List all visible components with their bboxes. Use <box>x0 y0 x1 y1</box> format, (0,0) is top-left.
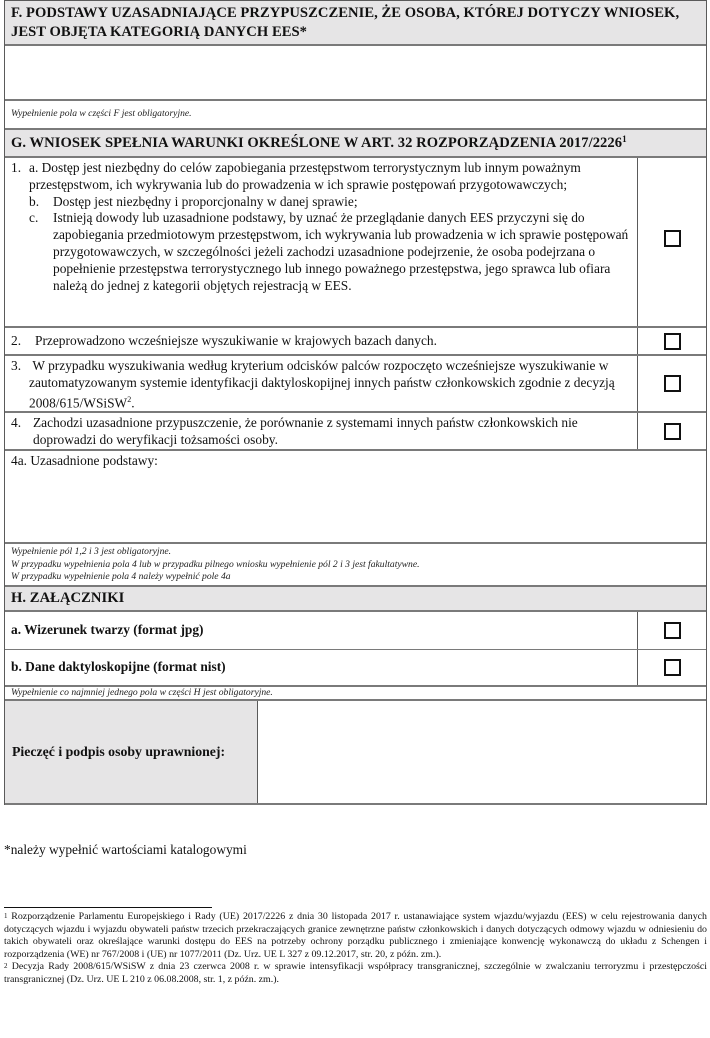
attachment-a-label-cell <box>5 612 638 649</box>
section-f-input-area[interactable] <box>5 46 706 101</box>
item-4a-label: 4a. Uzasadnione podstawy: <box>11 453 158 468</box>
signature-row <box>5 701 706 805</box>
footnote-ref-1[interactable]: 1 <box>622 134 627 144</box>
section-h-item-b <box>5 650 706 687</box>
section-g-note-3: W przypadku wypełnienie pola 4 należy wypełnić pole 4a <box>11 571 231 582</box>
signature-area[interactable] <box>258 701 706 803</box>
footnote-1 <box>4 911 707 961</box>
item-1-c-text: Istnieją dowody lub uzasadnione podstawy, by uznać że przeglądanie danych EES przyczyni się do zapobiegania przedmiotowym przestępstwom, ich wykrywania lub prowadzenia w ich sprawie postępowań przygotowawczych, w szczególności jeżeli zachodzi uzasadnione podejrzenie, że osoba podejrzana o popełnienie przestępstwa terrorystycznego lub innego poważnego przestępstwa, jego sprawca lub ofiara należą do jednej z kategorii objętych rejestracją w EES. <box>53 210 629 293</box>
footnote-2 <box>4 961 707 986</box>
item-3-checkbox[interactable] <box>664 375 681 392</box>
item-4-number: 4. <box>11 415 22 430</box>
signature-label: Pieczęć i podpis osoby uprawnionej: <box>12 743 226 759</box>
item-1-b <box>29 194 631 211</box>
item-1-b-text: Dostęp jest niezbędny i proporcjonalny w danej sprawie; <box>53 193 358 209</box>
section-g-item-2 <box>5 328 706 356</box>
item-1-checkbox-cell <box>638 158 706 326</box>
attachment-b-label: b. Dane daktyloskopijne (format nist) <box>11 658 226 674</box>
footnotes <box>4 911 707 987</box>
item-1-number: 1. <box>11 160 22 175</box>
item-4-text: Zachodzi uzasadnione przypuszczenie, że porównanie z systemami innych państw członkowskich nie doprowadzi do weryfikacji tożsamości osoby. <box>33 415 578 447</box>
section-h-header <box>5 587 706 612</box>
item-4-checkbox[interactable] <box>664 423 681 440</box>
signature-label-cell <box>5 701 258 803</box>
section-g-item-3 <box>5 356 706 413</box>
section-h-note-text: Wypełnienie co najmniej jednego pola w części H jest obligatoryjne. <box>11 686 273 698</box>
section-g-item-4 <box>5 413 706 451</box>
section-f-title-line1: F. PODSTAWY UZASADNIAJĄCE PRZYPUSZCZENIE, ŻE OSOBA, KTÓREJ DOTYCZY WNIOSEK, <box>11 5 680 21</box>
footnote-1-text: Rozporządzenie Parlamentu Europejskiego i Rady (UE) 2017/2226 z dnia 30 listopada 2017 r. ustanawiające system wjazdu/wyjazdu (EES) w celu rejestrowania danych dotyczących wjazdu i wyjazdu obywateli państw trzecich przekraczających granice zewnętrzne państw członkowskich i danych dotyczących odmowy wjazdu w odniesieniu do takich obywateli oraz określające warunki dostępu do EES na potrzeby ochrony porządku publicznego i zmieniające konwencję wykonawczą do układu z Schengen i rozporządzenia (WE) nr 767/2008 i (UE) nr 1077/2011 (Dz. Urz. UE L 327 z 09.12.2017, str. 20, z późn. zm.). <box>4 911 707 960</box>
section-f-title-line2: JEST OBJĘTA KATEGORIĄ DANYCH EES* <box>11 24 308 40</box>
section-h-note <box>5 687 706 701</box>
attachment-b-checkbox-cell <box>638 650 706 685</box>
application-form <box>4 0 707 805</box>
item-2-text-block <box>5 328 638 354</box>
item-3-text: W przypadku wyszukiwania według kryterium odcisków palców rozpoczęto wcześniejsze wyszukiwanie w zautomatyzowanym systemie identyfikacji daktyloskopijnej innych państw członkowskich zgodnie z decyzją 2008/615/WSiSW <box>29 358 615 411</box>
item-1-b-label: b. <box>29 193 40 209</box>
item-2-checkbox[interactable] <box>664 333 681 350</box>
section-g-note-1: Wypełnienie pól 1,2 i 3 jest obligatoryjne. <box>11 546 172 557</box>
item-4-checkbox-cell <box>638 413 706 449</box>
attachment-a-checkbox[interactable] <box>664 622 681 639</box>
section-g-header <box>5 130 706 158</box>
footnote-1-ref: 1 <box>4 912 8 920</box>
footnote-2-ref: 2 <box>4 962 8 971</box>
section-f-note-text: Wypełnienie pola w części F jest obligatoryjne. <box>11 108 192 120</box>
attachment-b-checkbox[interactable] <box>664 659 681 676</box>
footnote-2-text: Decyzja Rady 2008/615/WSiSW z dnia 23 czerwca 2008 r. w sprawie intensyfikacji współpracy transgranicznej, szczególnie w zwalczaniu terroryzmu i przestępczości transgranicznej (Dz. Urz. UE L 210 z 06.08.2008, str. 1, z późn. zm.). <box>4 961 707 985</box>
item-2-text: Przeprowadzono wcześniejsze wyszukiwanie w krajowych bazach danych. <box>35 332 437 348</box>
item-3-text-end: . <box>131 395 135 411</box>
item-1-a-text: a. Dostęp jest niezbędny do celów zapobiegania przestępstwom terrorystycznym lub innym poważnym przestępstwom, ich wykrywania lub do prowadzenia w ich sprawie postępowań przygotowawczych; <box>29 160 581 192</box>
section-f-note <box>5 101 706 130</box>
section-g-item-4a[interactable] <box>5 451 706 544</box>
item-3-number: 3. <box>11 358 22 373</box>
item-1-text-block <box>5 158 638 326</box>
item-1-checkbox[interactable] <box>664 230 681 247</box>
section-h-title: H. ZAŁĄCZNIKI <box>11 589 125 606</box>
section-g-item-1 <box>5 158 706 328</box>
attachment-b-label-cell <box>5 650 638 685</box>
section-g-note-2: W przypadku wypełnienia pola 4 lub w przypadku pilnego wniosku wypełnienie pól 2 i 3 jest fakultatywne. <box>11 558 420 570</box>
section-g-title: G. WNIOSEK SPEŁNIA WARUNKI OKREŚLONE W ART. 32 ROZPORZĄDZENIA 2017/2226 <box>11 135 623 151</box>
section-f-input-value[interactable] <box>5 46 706 54</box>
item-3-text-block <box>5 356 638 411</box>
attachment-a-checkbox-cell <box>638 612 706 649</box>
item-4-content <box>11 415 631 449</box>
item-4-text-block <box>5 413 638 449</box>
asterisk-note: *należy wypełnić wartościami katalogowymi <box>4 842 247 857</box>
item-3-checkbox-cell <box>638 356 706 411</box>
item-3-text-wrap <box>29 358 631 412</box>
section-g-notes <box>5 544 706 587</box>
item-2-checkbox-cell <box>638 328 706 354</box>
footnote-ref-2[interactable]: 2 <box>127 394 132 404</box>
item-2-number: 2. <box>11 332 22 348</box>
section-h-item-a <box>5 612 706 650</box>
attachment-a-label: a. Wizerunek twarzy (format jpg) <box>11 621 204 637</box>
item-3-content <box>11 358 631 412</box>
item-1-a <box>11 160 631 194</box>
section-f-header <box>5 0 706 46</box>
footnote-separator <box>4 907 212 908</box>
item-1-c <box>29 210 631 294</box>
item-1-c-label: c. <box>29 210 39 226</box>
